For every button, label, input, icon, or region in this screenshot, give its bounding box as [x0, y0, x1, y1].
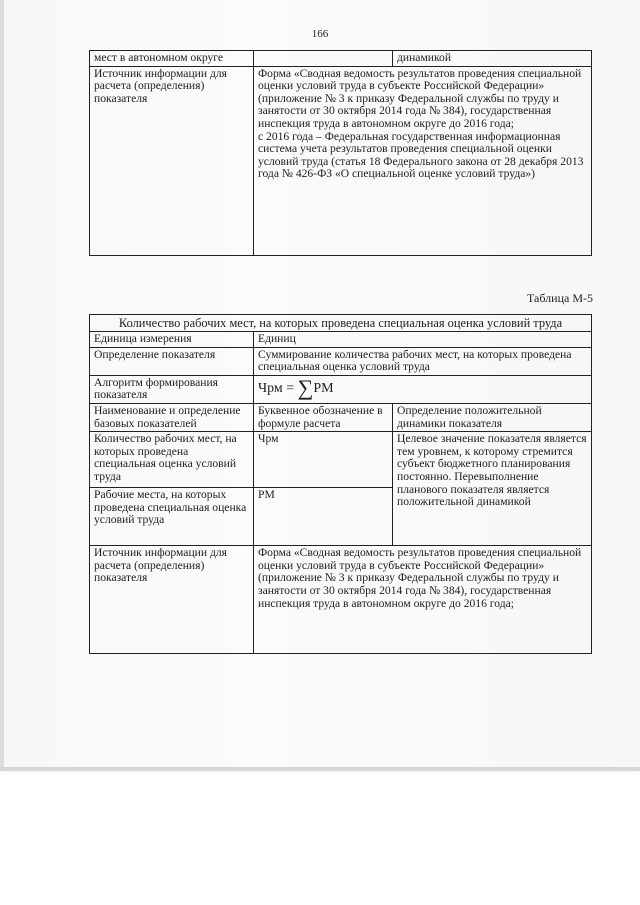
base-indicator-symbol: Чрм: [254, 432, 393, 488]
formula-equals: =: [286, 380, 295, 396]
base-indicator-name: Рабочие места, на которых проведена специальная оценка условий труда: [90, 488, 254, 546]
table-row: [90, 403, 592, 431]
table-continued: [89, 50, 592, 256]
algorithm-label: Алгоритм формирования показателя: [90, 375, 254, 403]
source-text-part2: с 2016 года – Федеральная государственная информационная система учета результатов проведения специальной оценки условий труда (статья 18 Федерального закона от 28 декабря 2013 года № 426-ФЗ «О специальной оценке условий труда»): [258, 129, 584, 181]
table-row: [90, 375, 592, 403]
definition-label: Определение показателя: [90, 347, 254, 375]
header-col2: Буквенное обозначение в формуле расчета: [254, 403, 393, 431]
formula-rhs: РМ: [313, 380, 334, 396]
table-row: [90, 332, 592, 348]
definition-value: Суммирование количества рабочих мест, на которых проведена специальная оценка условий труда: [254, 347, 592, 375]
base-indicator-name: Количество рабочих мест, на которых проведена специальная оценка условий труда: [90, 432, 254, 488]
cell-label: мест в автономном округе: [90, 51, 254, 67]
header-col1: Наименование и определение базовых показателей: [90, 403, 254, 431]
formula-lhs: Чрм: [258, 380, 283, 396]
scan-left-edge: [0, 0, 4, 770]
source-label: Источник информации для расчета (определения) показателя: [90, 546, 254, 654]
cell-empty: [254, 51, 393, 67]
source-text-part1: Форма «Сводная ведомость результатов проведения специальной оценки условий труда в субъекте Российской Федерации» (приложение № 3 к приказу Федеральной службы по труду и занятости от 30 октября 2014 года № 384), государственная инспекция труда в автономном округе до 2016 года;: [258, 66, 582, 130]
table-row: [90, 546, 592, 654]
source-label: Источник информации для расчета (определения) показателя: [90, 66, 254, 255]
source-value: Форма «Сводная ведомость результатов проведения специальной оценки условий труда в субъекте Российской Федерации» (приложение № 3 к приказу Федеральной службы по труду и занятости от 30 октября 2014 года № 384), государственная инспекция труда в автономном округе до 2016 года;: [254, 546, 592, 654]
source-value: [254, 66, 592, 255]
header-col3: Определение положительной динамики показателя: [393, 403, 592, 431]
table-title: Количество рабочих мест, на которых проведена специальная оценка условий труда: [90, 315, 592, 332]
page-number: 166: [311, 28, 329, 40]
unit-label: Единица измерения: [90, 332, 254, 348]
table-row: [90, 66, 592, 255]
positive-dynamics: Целевое значение показателя является тем уровнем, к которому стремится субъект бюджетного планирования постоянно. Перевыполнение планового показателя является положительной динамикой: [393, 432, 592, 546]
scan-bottom-edge: [0, 767, 640, 771]
sum-symbol: ∑: [297, 375, 314, 400]
indicator-table: [89, 314, 592, 654]
table-caption: Таблица М-5: [527, 291, 593, 305]
table-row: [90, 51, 592, 67]
cell-dynamics: динамикой: [393, 51, 592, 67]
table-row: [90, 315, 592, 332]
table-row: [90, 347, 592, 375]
base-indicator-symbol: РМ: [254, 488, 393, 546]
unit-value: Единиц: [254, 332, 592, 348]
formula: [254, 375, 592, 403]
table-row: [90, 432, 592, 488]
